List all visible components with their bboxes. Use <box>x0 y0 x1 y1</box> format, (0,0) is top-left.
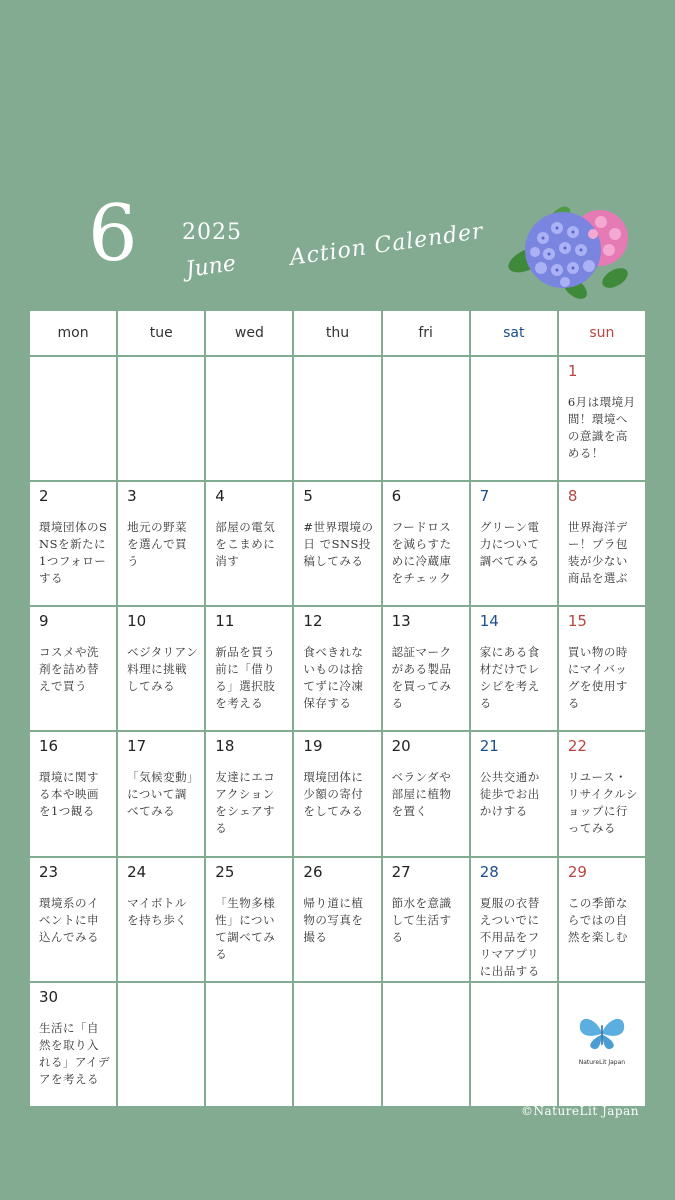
day-action: 生活に「自然を取り入れる」アイデアを考える <box>39 1020 110 1086</box>
day-cell-21 <box>471 732 557 855</box>
day-action: 地元の野菜を選んで買う <box>127 520 188 569</box>
day-number: 19 <box>303 737 323 756</box>
day-number: 6 <box>391 487 402 506</box>
day-cell-28 <box>471 858 557 981</box>
empty-day-cell <box>206 357 292 480</box>
day-action: 家にある食材だけでレシピを考える <box>479 645 540 711</box>
day-cell-12 <box>294 607 380 730</box>
day-action: #世界環境の日 でSNS投稿してみる <box>303 520 374 569</box>
day-number: 7 <box>479 487 490 506</box>
day-cell-11 <box>206 607 292 730</box>
day-number: 20 <box>391 737 411 756</box>
day-cell-14 <box>471 607 557 730</box>
day-cell-13 <box>383 607 469 730</box>
day-cell-3 <box>118 482 204 605</box>
day-number: 16 <box>39 737 59 756</box>
day-action: 新品を買う前に「借りる」選択肢を考える <box>215 645 276 711</box>
empty-day-cell <box>383 357 469 480</box>
month-name: June <box>184 251 238 283</box>
day-action: 6月は環境月間！環境への意識を高める！ <box>567 395 636 460</box>
day-action: 買い物の時にマイバッグを使用する <box>567 645 628 711</box>
empty-day-cell <box>383 983 469 1106</box>
day-cell-10 <box>118 607 204 730</box>
empty-day-cell <box>294 357 380 480</box>
empty-day-cell <box>471 357 557 480</box>
day-cell-29 <box>559 858 645 981</box>
day-number: 27 <box>391 862 411 881</box>
day-action: ベランダや部屋に植物を置く <box>391 770 452 819</box>
day-action: グリーン電力について調べてみる <box>479 520 540 569</box>
day-action: 帰り道に植物の写真を撮る <box>303 895 364 944</box>
day-action: リユース・リサイクルショップに行ってみる <box>567 770 638 836</box>
day-number: 4 <box>215 487 225 506</box>
day-number: 21 <box>479 737 499 756</box>
day-action: 環境団体のSNSを新たに1つフォローする <box>39 520 108 586</box>
day-number: 28 <box>479 862 499 881</box>
empty-day-cell <box>30 357 116 480</box>
day-cell-23 <box>30 858 116 981</box>
day-cell-20 <box>383 732 469 855</box>
day-action: 夏服の衣替えついでに不用品をフリマアプリに出品する <box>479 895 540 978</box>
day-number: 1 <box>567 362 578 380</box>
day-action: 「気候変動」について調べてみる <box>127 770 194 819</box>
weekday-header-sun: sun <box>559 311 645 355</box>
day-number: 3 <box>127 487 137 506</box>
day-cell-24 <box>118 858 204 981</box>
day-cell-30 <box>30 983 116 1106</box>
month-number: 6 <box>88 189 138 279</box>
day-cell-1 <box>559 357 645 480</box>
copyright-text: ©NatureLit Japan <box>520 1104 639 1118</box>
day-action: 環境系のイベントに申込んでみる <box>39 895 99 944</box>
day-cell-2 <box>30 482 116 605</box>
butterfly-icon <box>574 1011 630 1053</box>
day-action: フードロスを減らすために冷蔵庫をチェック <box>391 520 452 586</box>
day-number: 23 <box>39 862 59 881</box>
day-number: 8 <box>567 487 578 506</box>
day-cell-6 <box>383 482 469 605</box>
empty-day-cell <box>118 983 204 1106</box>
day-cell-15 <box>559 607 645 730</box>
day-number: 11 <box>215 612 235 631</box>
day-cell-18 <box>206 732 292 855</box>
day-number: 24 <box>127 862 147 881</box>
calendar-grid <box>28 309 647 1108</box>
weekday-header-mon: mon <box>30 311 116 355</box>
weekday-header-fri: fri <box>383 311 469 355</box>
day-number: 22 <box>567 737 587 756</box>
weekday-header-tue: tue <box>118 311 204 355</box>
day-action: 食べきれないものは捨てずに冷凍保存する <box>303 645 364 711</box>
empty-day-cell <box>206 983 292 1106</box>
day-number: 18 <box>215 737 235 756</box>
day-cell-27 <box>383 858 469 981</box>
day-action: コスメや洗剤を詰め替えで買う <box>39 645 99 694</box>
day-number: 14 <box>479 612 499 631</box>
day-action: 節水を意識して生活する <box>391 895 452 944</box>
day-cell-25 <box>206 858 292 981</box>
year-label: 2025 <box>182 220 242 245</box>
day-cell-22 <box>559 732 645 855</box>
day-number: 13 <box>391 612 411 631</box>
day-action: この季節ならではの自然を楽しむ <box>567 895 628 944</box>
day-cell-7 <box>471 482 557 605</box>
day-number: 26 <box>303 862 323 881</box>
day-cell-5 <box>294 482 380 605</box>
day-cell-17 <box>118 732 204 855</box>
day-action: ベジタリアン料理に挑戦してみる <box>127 645 199 694</box>
weekday-header-sat: sat <box>471 311 557 355</box>
day-action: 環境に関する本や映画を1つ観る <box>39 770 99 819</box>
day-action: マイボトルを持ち歩く <box>127 895 188 927</box>
logo-text: NatureLit Japan <box>578 1058 626 1066</box>
day-number: 12 <box>303 612 323 631</box>
day-cell-4 <box>206 482 292 605</box>
day-cell-26 <box>294 858 380 981</box>
day-action: 友達にエコアクションをシェアする <box>215 770 276 836</box>
day-action: 公共交通か徒歩でお出かけする <box>479 770 540 819</box>
empty-day-cell <box>294 983 380 1106</box>
day-action: 世界海洋デー！プラ包装が少ない商品を選ぶ <box>567 520 628 586</box>
naturelit-logo <box>559 1011 645 1066</box>
day-number: 10 <box>127 612 147 631</box>
day-action: 「生物多様性」について調べてみる <box>215 895 276 961</box>
day-cell-16 <box>30 732 116 855</box>
empty-day-cell <box>118 357 204 480</box>
day-cell-9 <box>30 607 116 730</box>
hydrangea-icon <box>505 198 635 303</box>
day-number: 15 <box>567 612 587 631</box>
day-number: 30 <box>39 987 59 1006</box>
day-action: 認証マークがある製品を買ってみる <box>391 645 452 711</box>
day-cell-8 <box>559 482 645 605</box>
day-cell-19 <box>294 732 380 855</box>
calendar-title: Action Calender <box>288 218 486 271</box>
day-action: 環境団体に少額の寄付をしてみる <box>303 770 364 819</box>
empty-day-cell <box>471 983 557 1106</box>
day-number: 17 <box>127 737 147 756</box>
day-number: 9 <box>39 612 49 631</box>
day-number: 29 <box>567 862 587 881</box>
day-number: 25 <box>215 862 235 881</box>
weekday-header-wed: wed <box>206 311 292 355</box>
logo-cell <box>559 983 645 1106</box>
day-number: 5 <box>303 487 313 506</box>
weekday-header-thu: thu <box>294 311 380 355</box>
day-action: 部屋の電気をこまめに消す <box>215 520 276 569</box>
day-number: 2 <box>39 487 49 506</box>
